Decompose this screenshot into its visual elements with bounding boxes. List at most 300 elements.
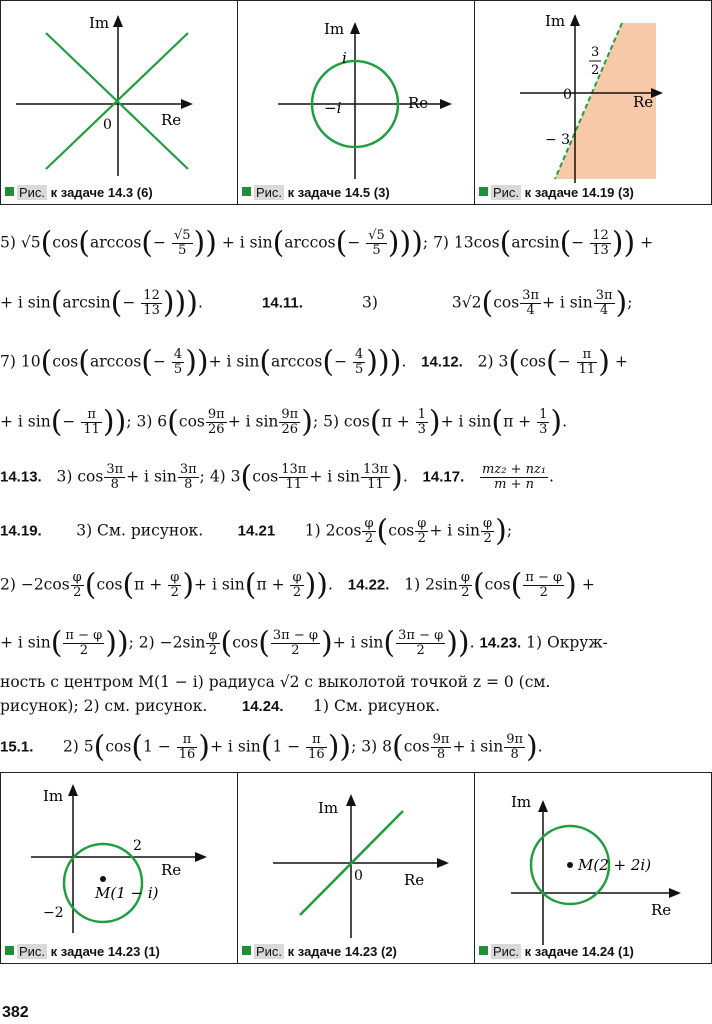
formula-text: φ (364, 516, 374, 531)
figure-14-3-6-plot (1, 1, 238, 205)
fraction (480, 463, 548, 492)
bracket: ( (78, 344, 90, 380)
formula-text: 7) 10 (0, 352, 41, 371)
formula-text: 12 (143, 288, 160, 303)
formula-text: π + (134, 575, 168, 594)
bracket: )) (193, 225, 217, 261)
formula-text: π (306, 733, 327, 748)
figure-14-23-2 (237, 772, 475, 964)
formula-text: 4 (599, 303, 609, 318)
formula-text: 2 (73, 585, 82, 600)
line-2 (0, 285, 712, 321)
formula-text: cos (493, 293, 520, 312)
formula-text: 3 (417, 422, 426, 437)
formula-text: 2 (79, 643, 88, 658)
figure-14-19-3 (474, 0, 712, 205)
bracket: ( (391, 729, 404, 765)
bracket: ( (93, 729, 106, 765)
formula-text: π (577, 348, 598, 363)
formula-text: 13 (592, 243, 609, 258)
bracket: ( (481, 285, 494, 321)
formula-text: 3π (106, 462, 124, 477)
formula-text: ; 7) 13cos (422, 233, 500, 252)
formula-text: − (153, 233, 171, 252)
formula-text: 13 (143, 303, 160, 318)
formula-text: + i sin (0, 412, 51, 431)
bracket: ( (244, 567, 257, 603)
formula-text: arccos (271, 352, 323, 371)
bracket: ( (141, 344, 153, 380)
bracket: )) (185, 344, 209, 380)
formula-text: 14.24. (241, 698, 284, 715)
fraction (172, 229, 193, 258)
bracket: ( (508, 344, 521, 380)
formula-text: φ (170, 570, 180, 585)
formula-text: arcsin (62, 293, 111, 312)
formula-text: 2 (292, 585, 302, 600)
formula-text: 5 (355, 362, 364, 377)
formula-text: 11 (578, 362, 596, 377)
bracket: ( (259, 344, 272, 380)
formula-text: 1) Окруж- (521, 633, 608, 652)
bracket: )) (611, 225, 636, 261)
figure-14-23-2-plot (238, 773, 475, 964)
formula-text: 2 (416, 643, 425, 658)
two-label: 2 (133, 838, 142, 854)
formula-text: 4 (355, 347, 364, 362)
bracket: ) (598, 344, 610, 380)
fraction (504, 733, 525, 762)
formula-text: 3π − φ (398, 628, 444, 643)
formula-text: 14.22. (347, 576, 390, 594)
formula-text: 8 (110, 477, 119, 492)
bracket: ( (131, 729, 144, 765)
formula-text: + i sin (227, 412, 279, 431)
bracket: ( (335, 225, 348, 261)
fraction (279, 408, 300, 437)
formula-text: 14.12. (421, 353, 463, 371)
formula-text: 9π (207, 407, 225, 422)
formula-text: + i sin (208, 352, 260, 371)
formula-text: ; 2) −2sin (128, 633, 206, 652)
bracket: ) (391, 459, 403, 495)
bracket: ( (84, 567, 97, 603)
im-label: Im (318, 799, 339, 817)
minus3-label: − 3 (545, 132, 571, 148)
formula-text: √5 (368, 228, 385, 243)
caption: Рис. к задаче 14.24 (1) (479, 944, 634, 959)
square-icon (479, 187, 488, 196)
formula-text: + (614, 352, 628, 371)
formula-text: + i sin (210, 737, 261, 756)
formula-text: + (581, 575, 595, 594)
fraction (590, 229, 611, 258)
bracket: ( (78, 225, 90, 261)
formula-text: cos (232, 633, 259, 652)
formula-text: cos (403, 737, 430, 756)
formula-text: cos (520, 352, 547, 371)
formula-text: 3 (539, 422, 548, 437)
formula-text: 16 (308, 747, 325, 762)
fraction (577, 348, 598, 377)
formula-text: 11 (285, 477, 303, 492)
caption: Рис. к задаче 14.3 (6) (5, 185, 153, 200)
bracket: ( (122, 567, 135, 603)
fraction (206, 408, 227, 437)
square-icon (479, 946, 488, 955)
frac-num: 3 (591, 45, 600, 60)
formula-text: arccos (89, 352, 142, 371)
formula-text: . (328, 575, 333, 594)
formula-text: 2 (291, 643, 300, 658)
formula-text: 2 (483, 531, 492, 546)
figure-14-24-1 (474, 772, 712, 964)
line-9 (0, 671, 712, 693)
line-6 (0, 513, 712, 549)
formula-text: cos (52, 352, 79, 371)
formula-text: 2) −2cos (0, 575, 70, 594)
formula-text: 2 (170, 585, 179, 600)
formula-text: 14.11. (262, 294, 303, 312)
formula-text: cos (105, 737, 132, 756)
bracket: ( (141, 225, 154, 261)
bracket: ( (240, 459, 253, 495)
fraction (362, 517, 375, 546)
formula-text: 2 (364, 531, 374, 546)
answers-block (0, 205, 712, 765)
fraction (81, 408, 102, 437)
caption: Рис. к задаче 14.19 (3) (479, 185, 634, 200)
bracket: ( (220, 625, 233, 661)
fraction (271, 629, 320, 658)
bracket: ( (50, 404, 63, 440)
fraction (178, 463, 199, 492)
formula-text: 14.19. (0, 522, 42, 540)
caption: Рис. к задаче 14.23 (2) (242, 944, 397, 959)
bracket: ) (198, 729, 211, 765)
square-icon (5, 187, 14, 196)
bracket: ( (110, 285, 123, 321)
formula-text: 8 (184, 477, 193, 492)
formula-text: 26 (281, 422, 299, 437)
origin-label: 0 (563, 87, 572, 103)
caption: Рис. к задаче 14.23 (1) (5, 944, 160, 959)
im-label: Im (43, 787, 64, 805)
bracket: )) (446, 625, 470, 661)
formula-text: cos (96, 575, 123, 594)
bracket: ( (272, 225, 285, 261)
bracket: ) (565, 567, 577, 603)
bracket: )) (102, 404, 127, 440)
figure-14-19-3-plot (475, 1, 712, 205)
formula-text: ; 4) 3 (199, 467, 241, 486)
formula-text: 3π (522, 288, 539, 303)
bracket: ) (495, 513, 507, 549)
formula-text: 3π − φ (272, 628, 318, 643)
formula-text: π (81, 408, 102, 423)
formula-text: 11 (83, 422, 100, 437)
figure-14-24-1-plot (475, 773, 712, 964)
formula-text: . (197, 293, 203, 312)
bracket: ) (615, 285, 628, 321)
formula-text: . (549, 467, 554, 486)
bracket: ) (182, 567, 195, 603)
formula-text: 8 (510, 747, 519, 762)
formula-text: 3π (179, 462, 197, 477)
fraction (168, 571, 181, 600)
formula-text: arccos (284, 233, 336, 252)
formula-text: 1 − (272, 737, 306, 756)
formula-text: φ (483, 516, 493, 531)
line-1 (0, 225, 712, 261)
formula-text: 1 − (143, 737, 176, 756)
formula-text: φ (72, 570, 82, 585)
page-number: 382 (2, 1004, 29, 1021)
formula-text: . (562, 412, 568, 431)
formula-text: 26 (208, 422, 225, 437)
formula-text: 1) См. рисунок. (313, 697, 441, 715)
formula-text: 5) √5 (0, 233, 41, 252)
formula-text: ; 5) cos (312, 412, 370, 431)
bracket: ))) (162, 285, 198, 321)
formula-text: arcsin (511, 233, 560, 252)
formula-text: − (347, 233, 366, 252)
formula-text: + i sin (332, 633, 384, 652)
formula-text: + i sin (452, 737, 504, 756)
formula-text: 1 (539, 407, 548, 422)
fraction (361, 463, 390, 492)
formula-text: 3) cos (56, 467, 104, 486)
im-label: Im (545, 12, 566, 30)
bracket: ( (40, 225, 53, 261)
formula-text: + i sin (309, 467, 361, 486)
square-icon (242, 187, 251, 196)
formula-text: 2) 3 (477, 352, 509, 371)
formula-text: π (177, 733, 198, 748)
im-label: Im (324, 20, 345, 38)
formula-text: π + (503, 412, 537, 431)
bracket: )) (327, 729, 352, 765)
im-label: Im (89, 14, 110, 32)
origin-label: 0 (354, 868, 363, 884)
bracket: ( (491, 404, 504, 440)
bracket: ( (167, 404, 179, 440)
fraction (415, 517, 428, 546)
formula-text: + i sin (194, 575, 245, 594)
figure-14-23-1 (0, 772, 238, 964)
formula-text: 8 (436, 747, 446, 762)
bracket: ( (559, 225, 572, 261)
bracket: ) (428, 404, 441, 440)
fraction (416, 408, 428, 437)
fraction (206, 629, 219, 658)
formula-text: ; (506, 521, 513, 540)
formula-text: 1) 2cos (304, 521, 362, 540)
formula-text: mz₂ + nz₁ (482, 462, 547, 477)
bracket: ) (526, 729, 538, 765)
figure-14-5-3-plot (238, 1, 475, 205)
formula-text: φ (292, 570, 302, 585)
bracket: ( (546, 344, 558, 380)
formula-text: 2) 5 (62, 737, 94, 756)
formula-text: 5 (173, 362, 183, 377)
formula-text: + i sin (542, 293, 593, 312)
center-label: M(2 + 2i) (578, 856, 652, 874)
formula-text: 14.13. (0, 468, 42, 486)
re-label: Re (161, 111, 182, 129)
formula-text: 13π (363, 462, 389, 477)
bracket: ) (550, 404, 563, 440)
formula-text: π + (256, 575, 290, 594)
bracket: ) (320, 625, 333, 661)
formula-text: . (401, 352, 407, 371)
bracket: ( (472, 567, 485, 603)
formula-text: m + n (494, 477, 534, 492)
formula-text: 5 (372, 243, 381, 258)
fraction (537, 408, 549, 437)
formula-text: 3) См. рисунок. (76, 521, 204, 540)
fraction (104, 463, 125, 492)
formula-text: − (571, 233, 590, 252)
formula-text: 2 (461, 585, 470, 600)
figure-14-5-3 (237, 0, 475, 205)
fraction (71, 571, 84, 600)
bracket: ( (499, 225, 512, 261)
formula-text: ность с центром M(1 − i) радиуса √2 с выколотой точкой z = 0 (см. (0, 673, 551, 691)
formula-text: ; 3) 6 (126, 412, 168, 431)
formula-text: 5 (178, 243, 187, 258)
line-10 (0, 695, 712, 718)
formula-text: 9π (281, 407, 299, 422)
formula-text: cos (484, 575, 511, 594)
formula-text: 1) 2sin (404, 575, 458, 594)
formula-text: φ (208, 628, 218, 643)
formula-text: cos (178, 412, 205, 431)
bracket: ( (322, 344, 335, 380)
bracket: ( (50, 285, 63, 321)
formula-text: cos (252, 467, 279, 486)
formula-text: ; (627, 293, 633, 312)
formula-text: 2 (208, 643, 218, 658)
formula-text: cos (52, 233, 79, 252)
formula-text: 3√2 (451, 293, 482, 312)
fraction (63, 629, 104, 658)
formula-text: 14.21 (237, 522, 276, 540)
fraction (523, 571, 564, 600)
line-11 (0, 729, 712, 765)
formula-text: 4 (173, 347, 183, 362)
formula-text: + i sin (429, 521, 481, 540)
formula-text: 14.17. (422, 468, 465, 486)
formula-text: 13π (281, 462, 307, 477)
figure-14-3-6 (0, 0, 238, 205)
formula-text: √5 (173, 228, 191, 243)
formula-text: . (402, 467, 408, 486)
re-label: Re (633, 93, 654, 111)
fraction (141, 289, 162, 318)
figure-14-23-1-plot (1, 773, 238, 964)
formula-text: + i sin (0, 633, 51, 652)
formula-text: 9π (432, 732, 450, 747)
formula-text: π − φ (65, 628, 103, 643)
formula-text: + i sin (0, 293, 51, 312)
fraction (279, 463, 308, 492)
formula-text: 16 (178, 747, 196, 762)
fraction (290, 571, 303, 600)
fraction (353, 348, 365, 377)
bracket: ( (376, 513, 389, 549)
formula-text: φ (417, 516, 427, 531)
bracket: ))) (366, 344, 402, 380)
im-label: Im (511, 793, 532, 811)
fraction (594, 289, 615, 318)
square-icon (5, 946, 14, 955)
formula-text: + (640, 233, 654, 252)
minus2-label: −2 (43, 905, 64, 921)
formula-text: 15.1. (0, 738, 34, 756)
bracket: ( (260, 729, 273, 765)
formula-text: π − φ (525, 570, 563, 585)
bracket: ( (369, 404, 382, 440)
i-label: i (342, 49, 347, 67)
line-5 (0, 459, 712, 495)
re-label: Re (408, 94, 429, 112)
formula-text: рисунок); 2) см. рисунок. (0, 697, 208, 715)
formula-text: 1 (417, 407, 426, 422)
bracket: ( (258, 625, 270, 661)
fraction (306, 733, 327, 762)
formula-text: . (537, 737, 543, 756)
bracket: ))) (387, 225, 423, 261)
re-label: Re (404, 871, 425, 889)
formula-text: − (62, 412, 81, 431)
fraction (366, 229, 387, 258)
origin-label: 0 (103, 117, 112, 133)
line-8 (0, 625, 712, 661)
formula-text: 12 (592, 228, 609, 243)
re-label: Re (161, 861, 182, 879)
formula-text: φ (460, 570, 470, 585)
bracket: )) (304, 567, 329, 603)
formula-text: + i sin (126, 467, 177, 486)
caption: Рис. к задаче 14.5 (3) (242, 185, 390, 200)
line-4 (0, 404, 712, 440)
bracket: ( (383, 625, 396, 661)
formula-text: . (469, 633, 475, 652)
formula-text: ; 3) 8 (351, 737, 392, 756)
formula-text: cos (388, 521, 415, 540)
formula-text: + i sin (221, 233, 273, 252)
frac-den: 2 (591, 63, 600, 78)
formula-text: π + (381, 412, 415, 431)
fraction (177, 733, 198, 762)
line-3 (0, 344, 712, 380)
fraction (459, 571, 472, 600)
formula-text: 2 (539, 585, 548, 600)
formula-text: arccos (89, 233, 142, 252)
formula-text: 9π (506, 732, 524, 747)
formula-text: 4 (526, 303, 535, 318)
formula-text: 2 (417, 531, 426, 546)
bracket: ( (50, 625, 63, 661)
formula-text: 14.23. (479, 634, 522, 652)
minus-i-label: −i (324, 99, 342, 117)
fraction (396, 629, 445, 658)
formula-text: 3) (362, 293, 378, 312)
formula-text: − (122, 293, 141, 312)
fraction (520, 289, 541, 318)
center-label: M(1 − i) (95, 884, 159, 902)
